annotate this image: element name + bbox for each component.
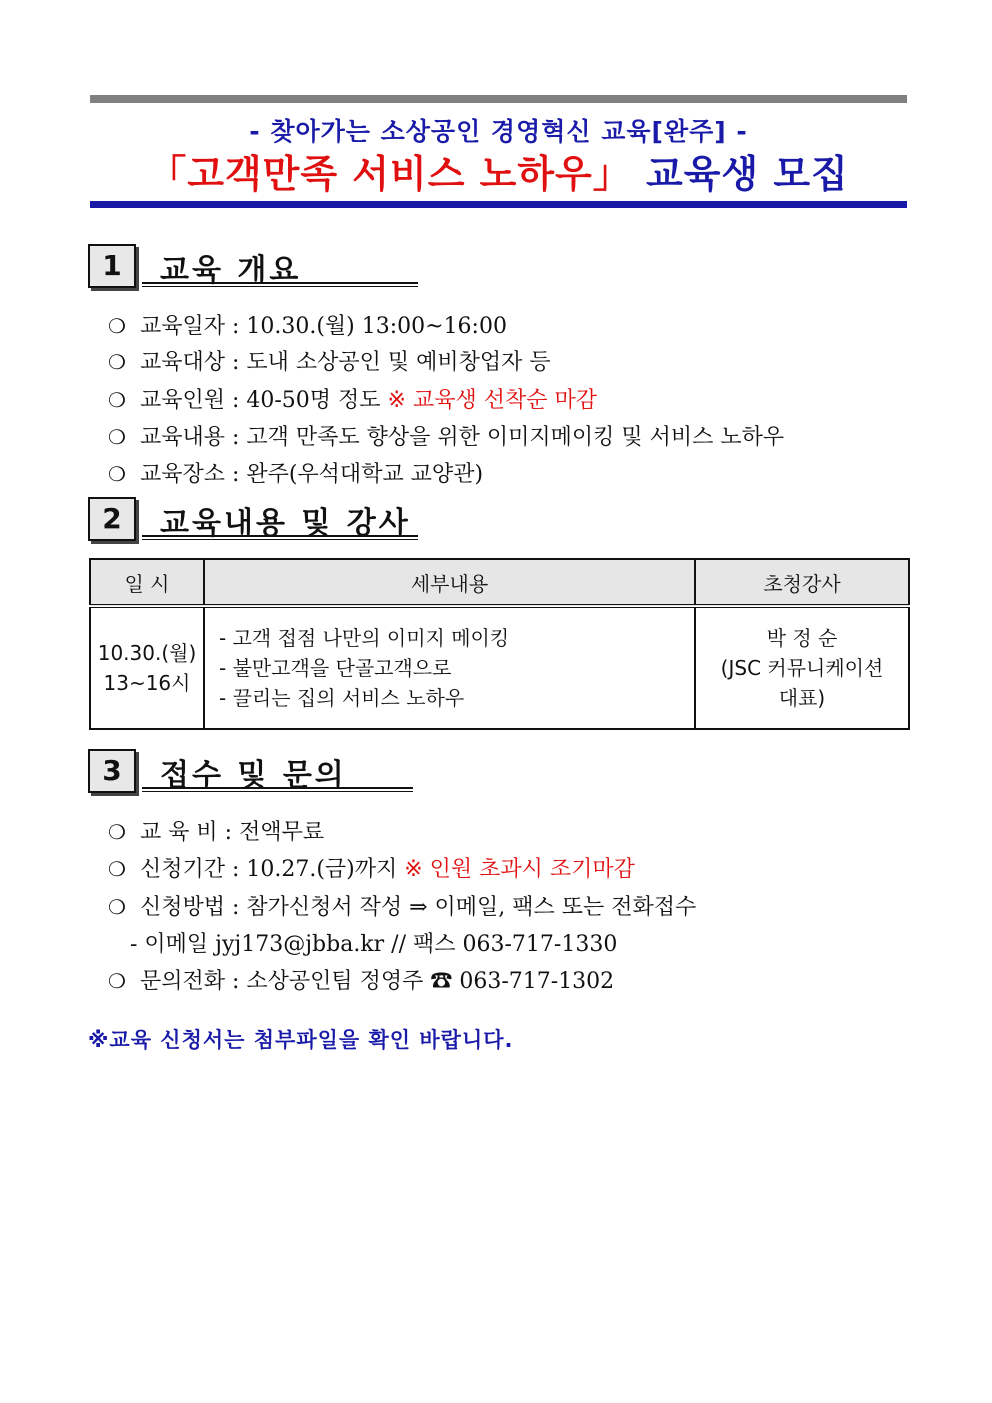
- section1-item-venue: ❍ 교육장소 : 완주(우석대학교 교양관): [108, 462, 484, 487]
- table-header-date: 일 시: [90, 559, 204, 606]
- section3-item-fee: ❍ 교 육 비 : 전액무료: [108, 820, 325, 845]
- section3-sub-item-email-fax: - 이메일 jyj173@jbba.kr // 팩스 063-717-1330: [130, 932, 618, 957]
- circle-bullet-icon: ❍: [108, 857, 126, 881]
- page-title-blue: 교육생 모집: [646, 152, 849, 196]
- page-title: [90, 143, 907, 198]
- circle-bullet-icon: ❍: [108, 388, 126, 412]
- table-header-details: 세부내용: [204, 559, 695, 606]
- page-title-red: 「고객만족 서비스 노하우」: [148, 152, 632, 196]
- section3-number: 3: [88, 749, 136, 793]
- header-bottom-rule: [90, 201, 907, 208]
- table-header-instructor: 초청강사: [695, 559, 909, 606]
- capacity-note: ※ 교육생 선착순 마감: [387, 388, 597, 413]
- section3-item-period: ❍ 신청기간 : 10.27.(금)까지 ※ 인원 초과시 조기마감: [108, 857, 635, 882]
- section1-item-capacity: ❍ 교육인원 : 40-50명 정도 ※ 교육생 선착순 마감: [108, 388, 597, 413]
- section1-item-content: ❍ 교육내용 : 고객 만족도 향상을 위한 이미지메이킹 및 서비스 노하우: [108, 425, 785, 450]
- section2-title: 교육내용 및 강사: [160, 506, 411, 541]
- section3-title: 접수 및 문의: [160, 758, 347, 793]
- section1-title: 교육 개요: [160, 253, 302, 288]
- section3-item-contact: ❍ 문의전화 : 소상공인팀 정영주 ☎ 063-717-1302: [108, 969, 615, 994]
- period-note: ※ 인원 초과시 조기마감: [404, 857, 635, 882]
- section3-underline: [142, 787, 413, 792]
- page-subtitle: - 찾아가는 소상공인 경영혁신 교육[완주] -: [249, 117, 748, 146]
- detail-line: - 고객 접점 나만의 이미지 메이킹: [219, 626, 510, 650]
- schedule-table: [89, 558, 910, 730]
- section1-item-date: ❍ 교육일자 : 10.30.(월) 13:00~16:00: [108, 314, 507, 339]
- circle-bullet-icon: ❍: [108, 895, 126, 919]
- section2-number: 2: [88, 497, 136, 541]
- circle-bullet-icon: ❍: [108, 462, 126, 486]
- circle-bullet-icon: ❍: [108, 314, 126, 338]
- circle-bullet-icon: ❍: [108, 350, 126, 374]
- section1-underline: [142, 282, 418, 287]
- header-top-rule: [90, 95, 907, 103]
- circle-bullet-icon: ❍: [108, 969, 126, 993]
- circle-bullet-icon: ❍: [108, 820, 126, 844]
- table-cell-date: 10.30.(월) 13~16시: [90, 606, 204, 729]
- table-cell-details: [204, 606, 695, 729]
- section1-item-target: ❍ 교육대상 : 도내 소상공인 및 예비창업자 등: [108, 350, 551, 375]
- table-cell-instructor: 박 정 순 (JSC 커뮤니케이션 대표): [695, 606, 909, 729]
- section3-item-method: ❍ 신청방법 : 참가신청서 작성 ⇒ 이메일, 팩스 또는 전화접수: [108, 895, 697, 920]
- table-row: [90, 606, 909, 729]
- section2-underline: [142, 535, 418, 540]
- footer-note: ※교육 신청서는 첨부파일을 확인 바랍니다.: [88, 1028, 514, 1052]
- detail-line: - 끌리는 집의 서비스 노하우: [219, 686, 465, 710]
- detail-line: - 불만고객을 단골고객으로: [219, 656, 452, 680]
- section1-number: 1: [88, 244, 136, 288]
- circle-bullet-icon: ❍: [108, 425, 126, 449]
